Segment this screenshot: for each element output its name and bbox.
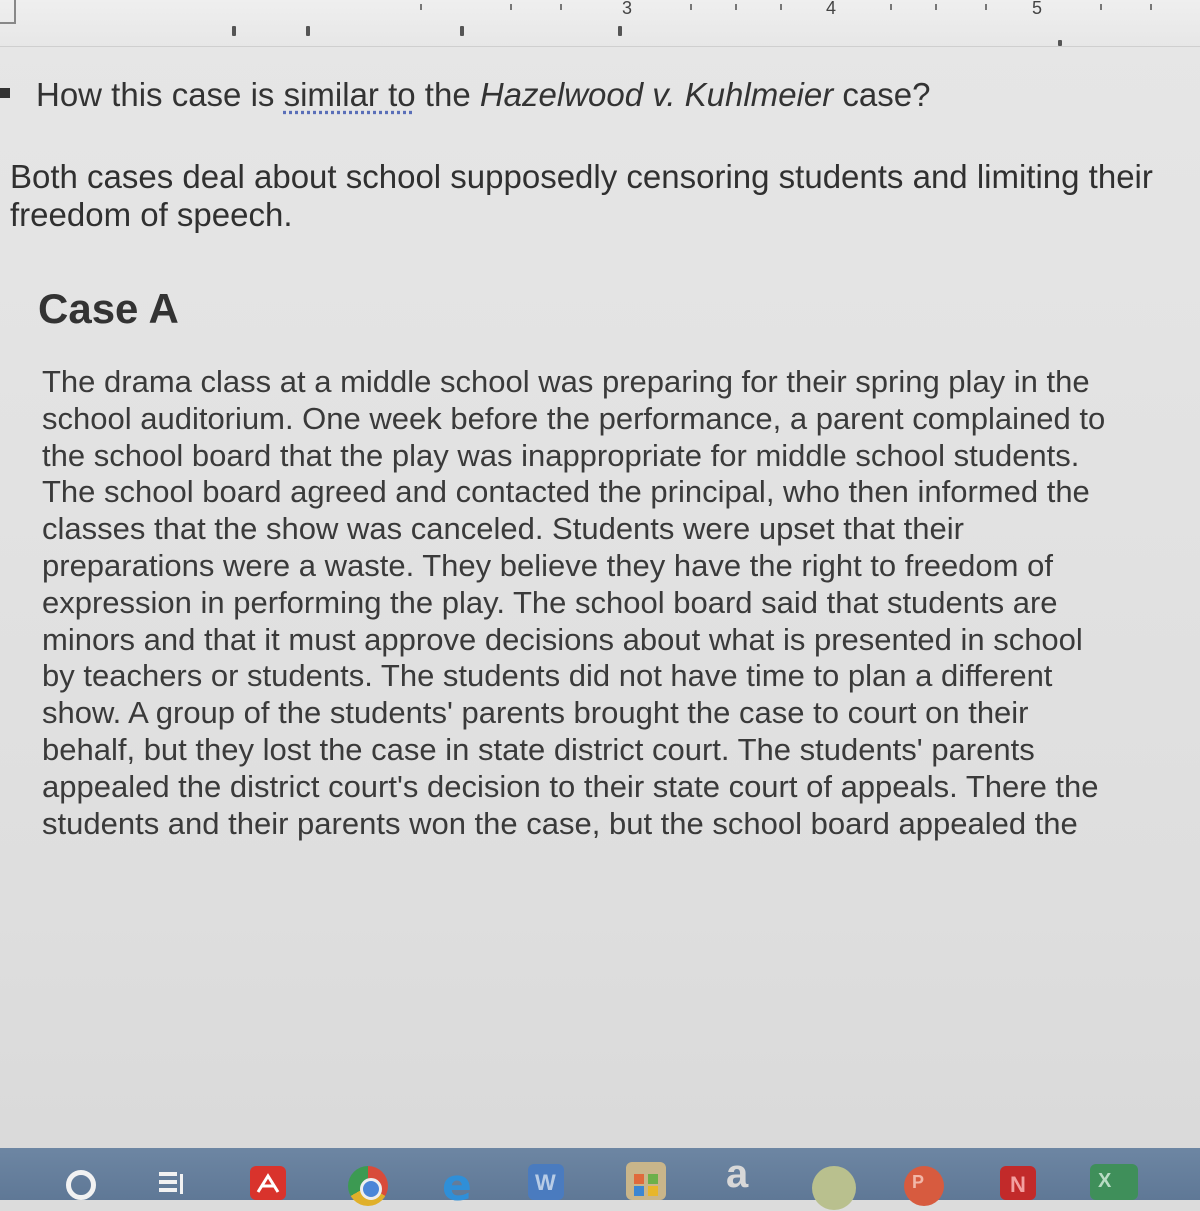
question-middle: the <box>415 76 480 113</box>
ruler-tab-marker[interactable] <box>460 26 464 36</box>
ruler-tick <box>735 4 737 10</box>
answer-text[interactable]: Both cases deal about school supposedly censoring students and limiting their freedom of speech. <box>10 158 1153 233</box>
ruler-tick <box>890 4 892 10</box>
ruler-tick <box>510 4 512 10</box>
acrobat-icon[interactable] <box>250 1166 286 1200</box>
taskbar <box>0 1148 1200 1211</box>
ruler-tick <box>985 4 987 10</box>
cortana-icon[interactable] <box>66 1170 96 1200</box>
ruler-indent-marker[interactable] <box>232 26 236 36</box>
case-line: behalf, but they lost the case in state district court. The students' parents <box>42 731 1035 767</box>
ruler-tick <box>420 4 422 10</box>
case-line: school auditorium. One week before the performance, a parent complained to <box>42 400 1106 436</box>
netflix-icon[interactable] <box>1000 1166 1036 1200</box>
ruler-tick <box>780 4 782 10</box>
powerpoint-icon[interactable] <box>904 1166 944 1206</box>
ruler-corner <box>0 0 16 24</box>
bullet-marker <box>0 88 10 98</box>
question-text[interactable] <box>36 76 1176 114</box>
edge-icon[interactable]: e <box>442 1160 472 1211</box>
powerpoint-letter: P <box>912 1172 925 1192</box>
ruler[interactable] <box>0 0 1200 47</box>
amazon-letter: a <box>726 1152 749 1196</box>
ruler-number: 4 <box>826 0 837 18</box>
grammar-flag[interactable]: similar to <box>283 76 416 113</box>
task-view-icon[interactable] <box>158 1170 186 1198</box>
store-icon[interactable] <box>626 1162 666 1200</box>
amazon-icon[interactable] <box>722 1152 762 1200</box>
ruler-number: 5 <box>1032 0 1043 18</box>
ruler-tick <box>560 4 562 10</box>
case-line: students and their parents won the case, but the school board appealed the <box>42 805 1078 841</box>
question-suffix: case? <box>833 76 931 113</box>
case-line: show. A group of the students' parents brought the case to court on their <box>42 695 1029 731</box>
case-line: appealed the district court's decision to their state court of appeals. There the <box>42 768 1099 804</box>
ruler-tab-marker[interactable] <box>618 26 622 36</box>
question-prefix: How this case is <box>36 76 284 113</box>
ruler-tick <box>1100 4 1102 10</box>
case-line: The drama class at a middle school was preparing for their spring play in the <box>42 364 1090 399</box>
ruler-tab-marker[interactable] <box>306 26 310 36</box>
excel-icon[interactable] <box>1090 1164 1138 1200</box>
case-heading: Case A <box>38 285 179 332</box>
app-icon[interactable] <box>812 1166 856 1210</box>
ruler-number: 3 <box>622 0 633 18</box>
ruler-tick <box>690 4 692 10</box>
case-line: classes that the show was canceled. Students were upset that their <box>42 511 964 547</box>
case-name-italic: Hazelwood v. Kuhlmeier <box>479 76 834 113</box>
chrome-icon[interactable] <box>348 1166 388 1206</box>
excel-letter: X <box>1098 1170 1112 1192</box>
case-body[interactable] <box>42 364 1192 842</box>
case-line: The school board agreed and contacted the principal, who then informed the <box>42 474 1090 510</box>
ruler-tick <box>935 4 937 10</box>
case-line: preparations were a waste. They believe they have the right to freedom of <box>42 547 1053 583</box>
case-line: by teachers or students. The students did not have time to plan a different <box>42 658 1053 694</box>
ruler-tab-marker[interactable] <box>1058 40 1062 46</box>
case-line: the school board that the play was inappropriate for middle school students. <box>42 437 1080 473</box>
netflix-letter: N <box>1010 1172 1026 1197</box>
word-icon[interactable] <box>528 1164 564 1200</box>
ruler-tick <box>1150 4 1152 10</box>
case-line: expression in performing the play. The school board said that students are <box>42 584 1058 620</box>
case-line: minors and that it must approve decisions about what is presented in school <box>42 621 1083 657</box>
word-letter: W <box>535 1170 556 1195</box>
